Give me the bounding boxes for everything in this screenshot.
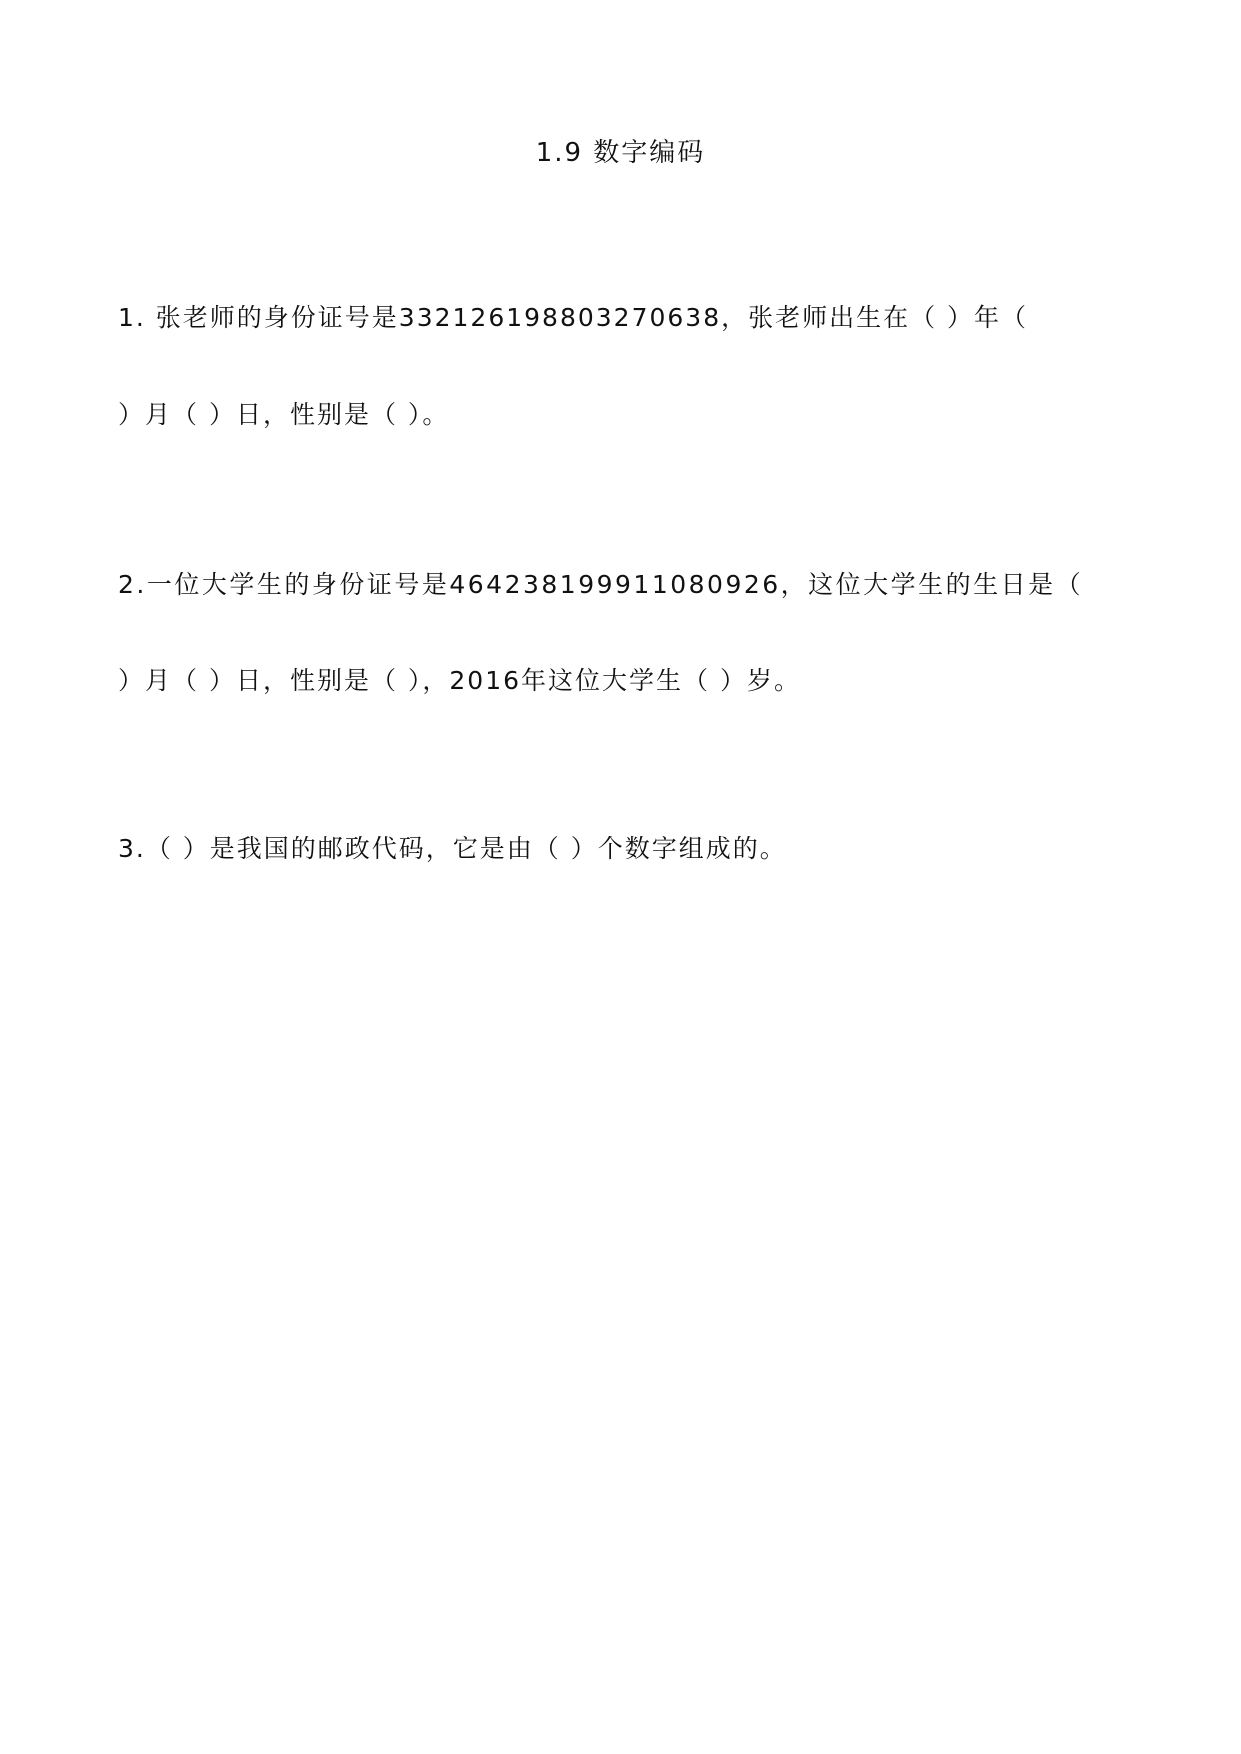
question-3-line-1: 3.（ ）是我国的邮政代码，它是由（ ）个数字组成的。 xyxy=(118,834,787,863)
question-2-line-1: 2.一位大学生的身份证号是464238199911080926，这位大学生的生日是（ xyxy=(118,570,1084,599)
question-2-line-2: ）月（ ）日，性别是（ ），2016年这位大学生（ ）岁。 xyxy=(118,666,801,695)
page-title: 1.9 数字编码 xyxy=(535,138,706,168)
question-1-line-1: 1. 张老师的身份证号是332126198803270638，张老师出生在（ ）年（ xyxy=(118,303,1029,332)
question-1-line-2: ）月（ ）日，性别是（ ）。 xyxy=(118,400,450,429)
